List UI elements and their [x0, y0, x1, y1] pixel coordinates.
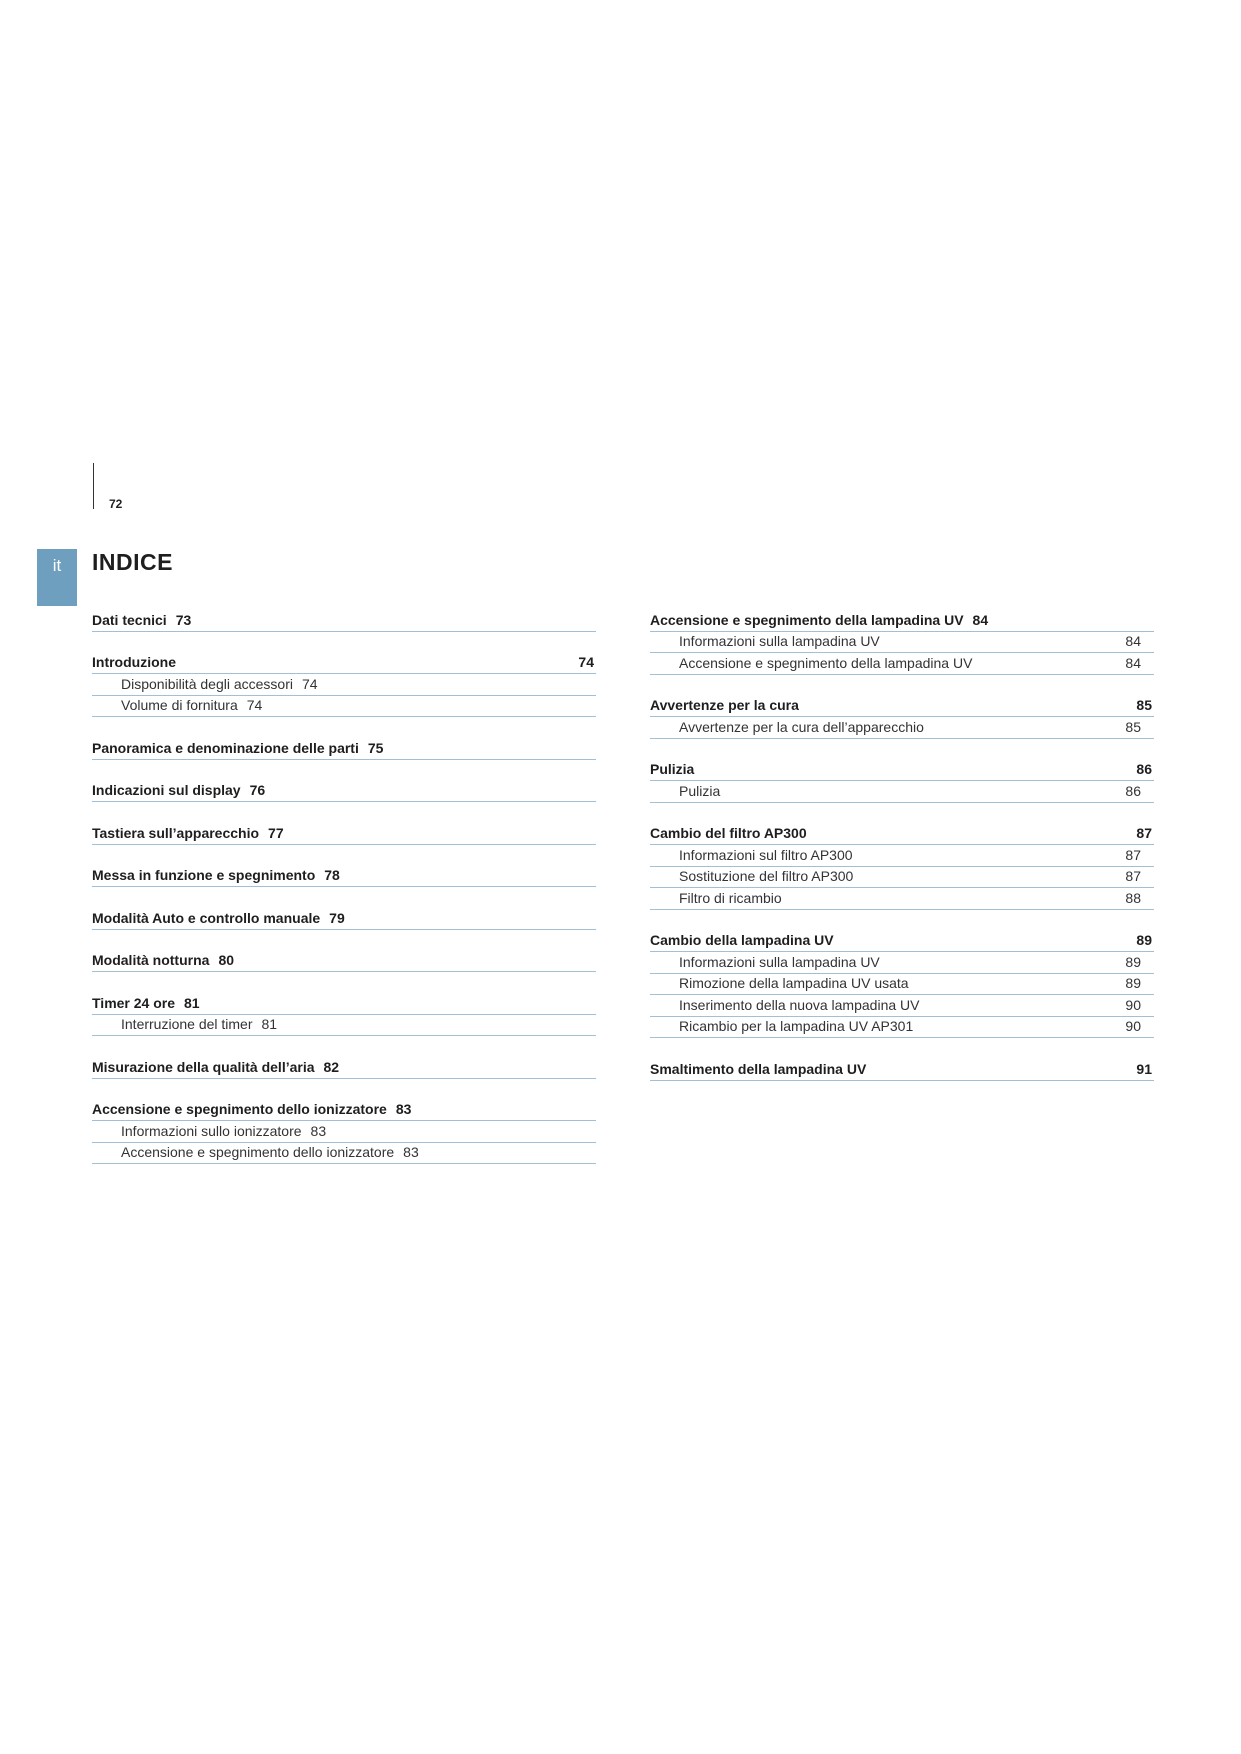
- toc-subentry[interactable]: [650, 995, 1154, 1017]
- toc-entry-page: 81: [261, 1016, 278, 1032]
- toc-entry-title: Cambio del filtro AP300: [650, 825, 807, 841]
- toc-entry-page: 90: [1125, 996, 1141, 1013]
- toc-entry-title: Cambio della lampadina UV: [650, 932, 834, 948]
- toc-subentry[interactable]: [650, 952, 1154, 974]
- toc-section: [650, 610, 1154, 675]
- toc-entry-page: 76: [249, 782, 266, 798]
- toc-entry-page: 78: [324, 867, 340, 883]
- toc-right-column: [650, 610, 1154, 1081]
- toc-chapter[interactable]: [650, 1059, 1154, 1081]
- toc-subentry[interactable]: [650, 632, 1154, 654]
- toc-entry-page: 88: [1125, 889, 1141, 906]
- language-tab: it: [37, 549, 77, 606]
- toc-entry-title: Introduzione: [92, 654, 176, 670]
- toc-entry-page: 91: [1136, 1060, 1152, 1077]
- toc-entry-page: 87: [1125, 868, 1141, 884]
- toc-entry-title: Avvertenze per la cura dell’apparecchio: [679, 718, 924, 735]
- toc-entry-page: 84: [972, 611, 989, 628]
- toc-entry-page: 83: [403, 1144, 419, 1160]
- toc-entry-title: Filtro di ricambio: [679, 889, 782, 906]
- toc-section: [92, 781, 596, 803]
- toc-entry-title: Volume di fornitura: [121, 697, 238, 713]
- page-number: 72: [109, 497, 123, 511]
- toc-section: [92, 1057, 596, 1079]
- toc-entry-title: Timer 24 ore: [92, 994, 176, 1011]
- toc-section: [92, 1100, 596, 1165]
- toc-chapter[interactable]: [92, 1100, 596, 1122]
- toc-entry-page: 81: [184, 994, 200, 1011]
- toc-chapter[interactable]: [92, 610, 596, 632]
- toc-subentry[interactable]: [650, 888, 1154, 910]
- toc-entry-title: Rimozione della lampadina UV usata: [679, 975, 909, 991]
- toc-chapter[interactable]: [650, 760, 1154, 782]
- toc-entry-title: Accensione e spegnimento dello ionizzatore: [92, 1101, 387, 1117]
- toc-chapter[interactable]: [650, 824, 1154, 846]
- toc-chapter[interactable]: [92, 1057, 596, 1079]
- toc-subentry[interactable]: [650, 781, 1154, 803]
- toc-entry-title: Pulizia: [679, 782, 721, 799]
- toc-entry-page: 85: [1125, 718, 1141, 735]
- toc-entry-title: Accensione e spegnimento della lampadina UV: [679, 654, 973, 671]
- toc-section: [92, 823, 596, 845]
- toc-subentry[interactable]: [650, 974, 1154, 996]
- toc-entry-title: Ricambio per la lampadina UV AP301: [679, 1018, 914, 1034]
- toc-subentry[interactable]: [650, 1017, 1154, 1039]
- toc-entry-title: Tastiera sull’apparecchio: [92, 824, 260, 841]
- toc-entry-title: Accensione e spegnimento dello ionizzatore: [121, 1144, 395, 1160]
- toc-entry-page: 86: [1136, 761, 1152, 777]
- toc-entry-page: 89: [1125, 953, 1141, 970]
- toc-entry-page: 89: [1125, 975, 1141, 991]
- toc-entry-page: 87: [1136, 825, 1152, 841]
- toc-entry-page: 84: [1125, 654, 1141, 671]
- toc-section: [650, 931, 1154, 1039]
- toc-left-column: [92, 610, 596, 1164]
- toc-entry-page: 74: [578, 654, 594, 670]
- toc-entry-page: 90: [1125, 1018, 1141, 1034]
- toc-entry-page: 84: [1125, 633, 1141, 649]
- toc-entry-title: Pulizia: [650, 761, 695, 777]
- toc-entry-page: 82: [323, 1058, 340, 1075]
- toc-section: [92, 951, 596, 973]
- toc-section: [92, 610, 596, 632]
- toc-section: [650, 696, 1154, 739]
- toc-entry-page: 74: [246, 697, 263, 713]
- toc-entry-title: Indicazioni sul display: [92, 782, 241, 798]
- toc-section: [92, 993, 596, 1036]
- toc-entry-title: Informazioni sulla lampadina UV: [679, 633, 880, 649]
- toc-entry-page: 83: [395, 1101, 412, 1117]
- toc-entry-title: Accensione e spegnimento della lampadina UV: [650, 611, 964, 628]
- toc-subentry[interactable]: [650, 867, 1154, 889]
- toc-subentry[interactable]: [650, 717, 1154, 739]
- page-number-rule: [93, 463, 94, 509]
- toc-entry-page: 86: [1125, 782, 1141, 799]
- toc-chapter[interactable]: [650, 931, 1154, 953]
- toc-entry-page: 74: [301, 675, 318, 692]
- toc-entry-title: Inserimento della nuova lampadina UV: [679, 996, 920, 1013]
- toc-section: [650, 824, 1154, 910]
- toc-chapter[interactable]: [650, 696, 1154, 718]
- toc-entry-title: Interruzione del timer: [121, 1016, 253, 1032]
- toc-subentry[interactable]: [92, 1015, 596, 1037]
- toc-chapter[interactable]: [92, 823, 596, 845]
- toc-chapter[interactable]: [92, 951, 596, 973]
- toc-entry-title: Disponibilità degli accessori: [121, 675, 293, 692]
- toc-entry-title: Modalità Auto e controllo manuale: [92, 909, 321, 926]
- toc-chapter[interactable]: [92, 908, 596, 930]
- toc-subentry[interactable]: [92, 696, 596, 718]
- toc-entry-title: Informazioni sullo ionizzatore: [121, 1122, 302, 1139]
- toc-chapter[interactable]: [92, 653, 596, 675]
- toc-entry-title: Smaltimento della lampadina UV: [650, 1060, 867, 1077]
- toc-entry-page: 75: [367, 739, 384, 756]
- toc-entry-page: 87: [1125, 846, 1141, 863]
- toc-subentry[interactable]: [650, 653, 1154, 675]
- toc-chapter[interactable]: [650, 610, 1154, 632]
- page-title: INDICE: [92, 549, 173, 575]
- toc-subentry[interactable]: [92, 1121, 596, 1143]
- toc-section: [92, 653, 596, 718]
- toc-entry-page: 77: [268, 824, 284, 841]
- toc-entry-title: Dati tecnici: [92, 611, 167, 628]
- toc-entry-title: Avvertenze per la cura: [650, 697, 799, 713]
- toc-entry-page: 80: [218, 952, 235, 968]
- toc-entry-title: Informazioni sulla lampadina UV: [679, 953, 880, 970]
- toc-subentry[interactable]: [650, 845, 1154, 867]
- toc-chapter[interactable]: [92, 781, 596, 803]
- toc-entry-page: 73: [175, 611, 192, 628]
- toc-chapter[interactable]: [92, 738, 596, 760]
- toc-entry-title: Misurazione della qualità dell’aria: [92, 1058, 315, 1075]
- toc-entry-page: 89: [1136, 932, 1152, 948]
- toc-entry-title: Modalità notturna: [92, 952, 210, 968]
- toc-entry-page: 79: [329, 909, 345, 926]
- toc-entry-title: Panoramica e denominazione delle parti: [92, 739, 359, 756]
- toc-chapter[interactable]: [92, 993, 596, 1015]
- toc-section: [92, 738, 596, 760]
- toc-subentry[interactable]: [92, 1143, 596, 1165]
- toc-section: [92, 866, 596, 888]
- toc-section: [92, 908, 596, 930]
- toc-section: [650, 760, 1154, 803]
- toc-entry-page: 83: [310, 1122, 327, 1139]
- toc-section: [650, 1059, 1154, 1081]
- toc-subentry[interactable]: [92, 674, 596, 696]
- toc-chapter[interactable]: [92, 866, 596, 888]
- toc-entry-title: Informazioni sul filtro AP300: [679, 846, 853, 863]
- toc-entry-title: Messa in funzione e spegnimento: [92, 867, 316, 883]
- toc-entry-title: Sostituzione del filtro AP300: [679, 868, 854, 884]
- toc-entry-page: 85: [1136, 697, 1152, 713]
